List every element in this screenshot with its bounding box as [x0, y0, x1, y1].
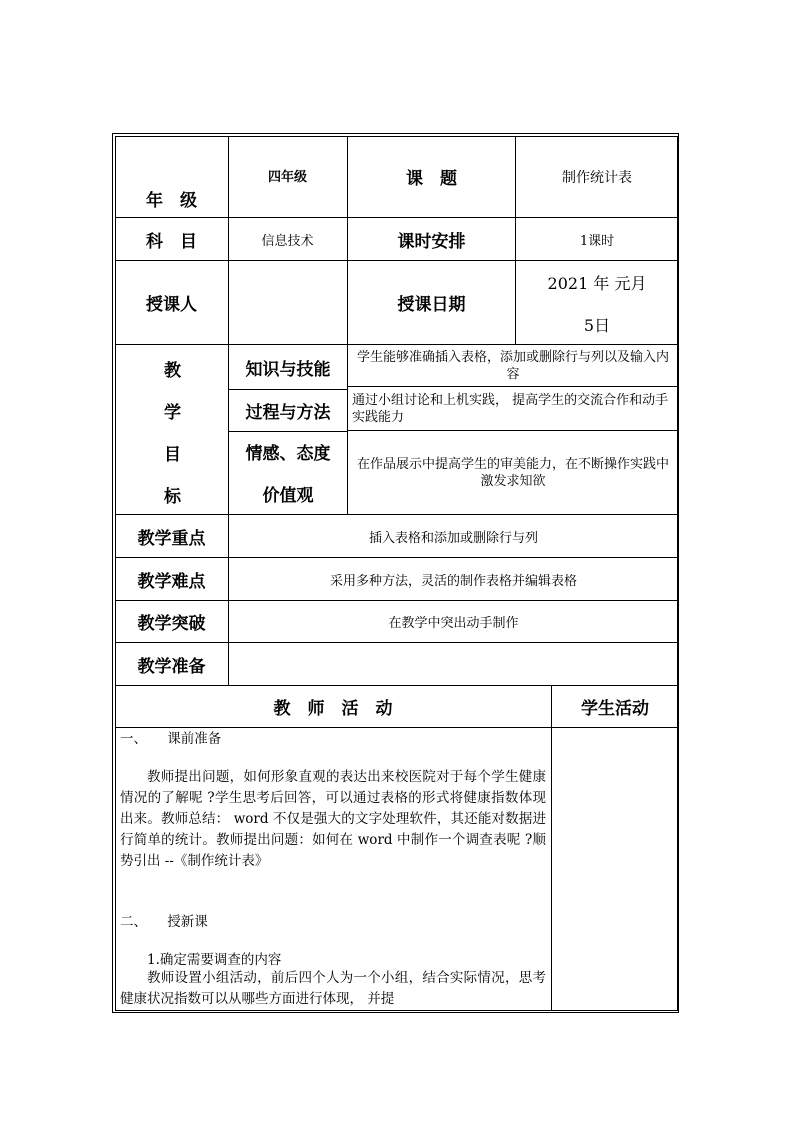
- schedule-label: 课时安排: [397, 231, 466, 252]
- goals-label-char: 目: [164, 445, 181, 465]
- difficulty-label: 教学难点: [137, 571, 206, 592]
- emotion-label-2: 价值观: [262, 485, 314, 506]
- grade-label: 年 级: [146, 191, 197, 211]
- key-point-text: 插入表格和添加或删除行与列: [368, 530, 538, 546]
- difficulty-text: 采用多种方法，灵活的制作表格并编辑表格: [329, 573, 577, 589]
- process-label: 过程与方法: [245, 403, 331, 423]
- goals-label-char: 教: [164, 361, 181, 381]
- row-divider: [115, 727, 678, 728]
- teacher-value: [228, 261, 347, 344]
- process-text: 通过小组讨论和上机实践， 提高学生的交流合作和动手实践能力: [352, 392, 669, 425]
- breakthrough-text: 在教学中突出动手制作: [388, 616, 519, 631]
- section1-paragraph: 教师提出问题，如何形象直观的表达出来校医院对于每个学生健康 情况的了解呢 ?学生思考后回答，可以通过表格的形式将健康指数体现 出来。教师总结： word 不仅是强大的文字处理软件，其还能对数据进 行简单的统计。教师提出问题：如何在 word 中制作一个调查表呢 ?顺 势引出 --《制作统计表》: [120, 769, 546, 869]
- section2-title: 二、 授新课: [120, 914, 208, 930]
- knowledge-label: 知识与技能: [245, 359, 331, 380]
- row-divider: [229, 431, 348, 432]
- step1-title: 1.确定需要调查的内容: [147, 952, 282, 968]
- grade-value: 四年级: [267, 169, 307, 185]
- topic-label: 课 题: [406, 169, 457, 189]
- date-line-2: 5日: [583, 315, 611, 335]
- preparation-label: 教学准备: [137, 656, 206, 677]
- knowledge-text: 学生能够准确插入表格，添加或删除行与列以及输入内容: [356, 349, 669, 382]
- col-divider: [551, 685, 552, 1011]
- breakthrough-label: 教学突破: [137, 614, 206, 634]
- schedule-value: 1课时: [579, 233, 615, 249]
- teacher-activity-header: 教 师 活 动: [273, 699, 393, 719]
- teacher-label: 授课人: [146, 295, 197, 315]
- date-label: 授课日期: [397, 295, 466, 315]
- date-line-1: 2021 年 元月: [547, 273, 647, 293]
- key-point-label: 教学重点: [137, 528, 206, 549]
- subject-label: 科 目: [146, 231, 197, 252]
- emotion-label-1: 情感、态度: [245, 443, 331, 464]
- goals-label-char: 学: [164, 403, 181, 423]
- section1-title: 一、 课前准备: [120, 731, 222, 747]
- subject-value: 信息技术: [261, 233, 314, 249]
- preparation-text: [229, 643, 678, 685]
- step1-paragraph: 教师设置小组活动，前后四个人为一个小组，结合实际情况，思考 健康状况指数可以从哪些方面进行体现， 并提: [120, 970, 546, 1007]
- topic-value: 制作统计表: [562, 169, 632, 186]
- goals-label-char: 标: [164, 487, 181, 507]
- student-activity-header: 学生活动: [581, 699, 649, 719]
- emotion-text: 在作品展示中提高学生的审美能力，在不断操作实践中激发求知欲: [356, 456, 669, 489]
